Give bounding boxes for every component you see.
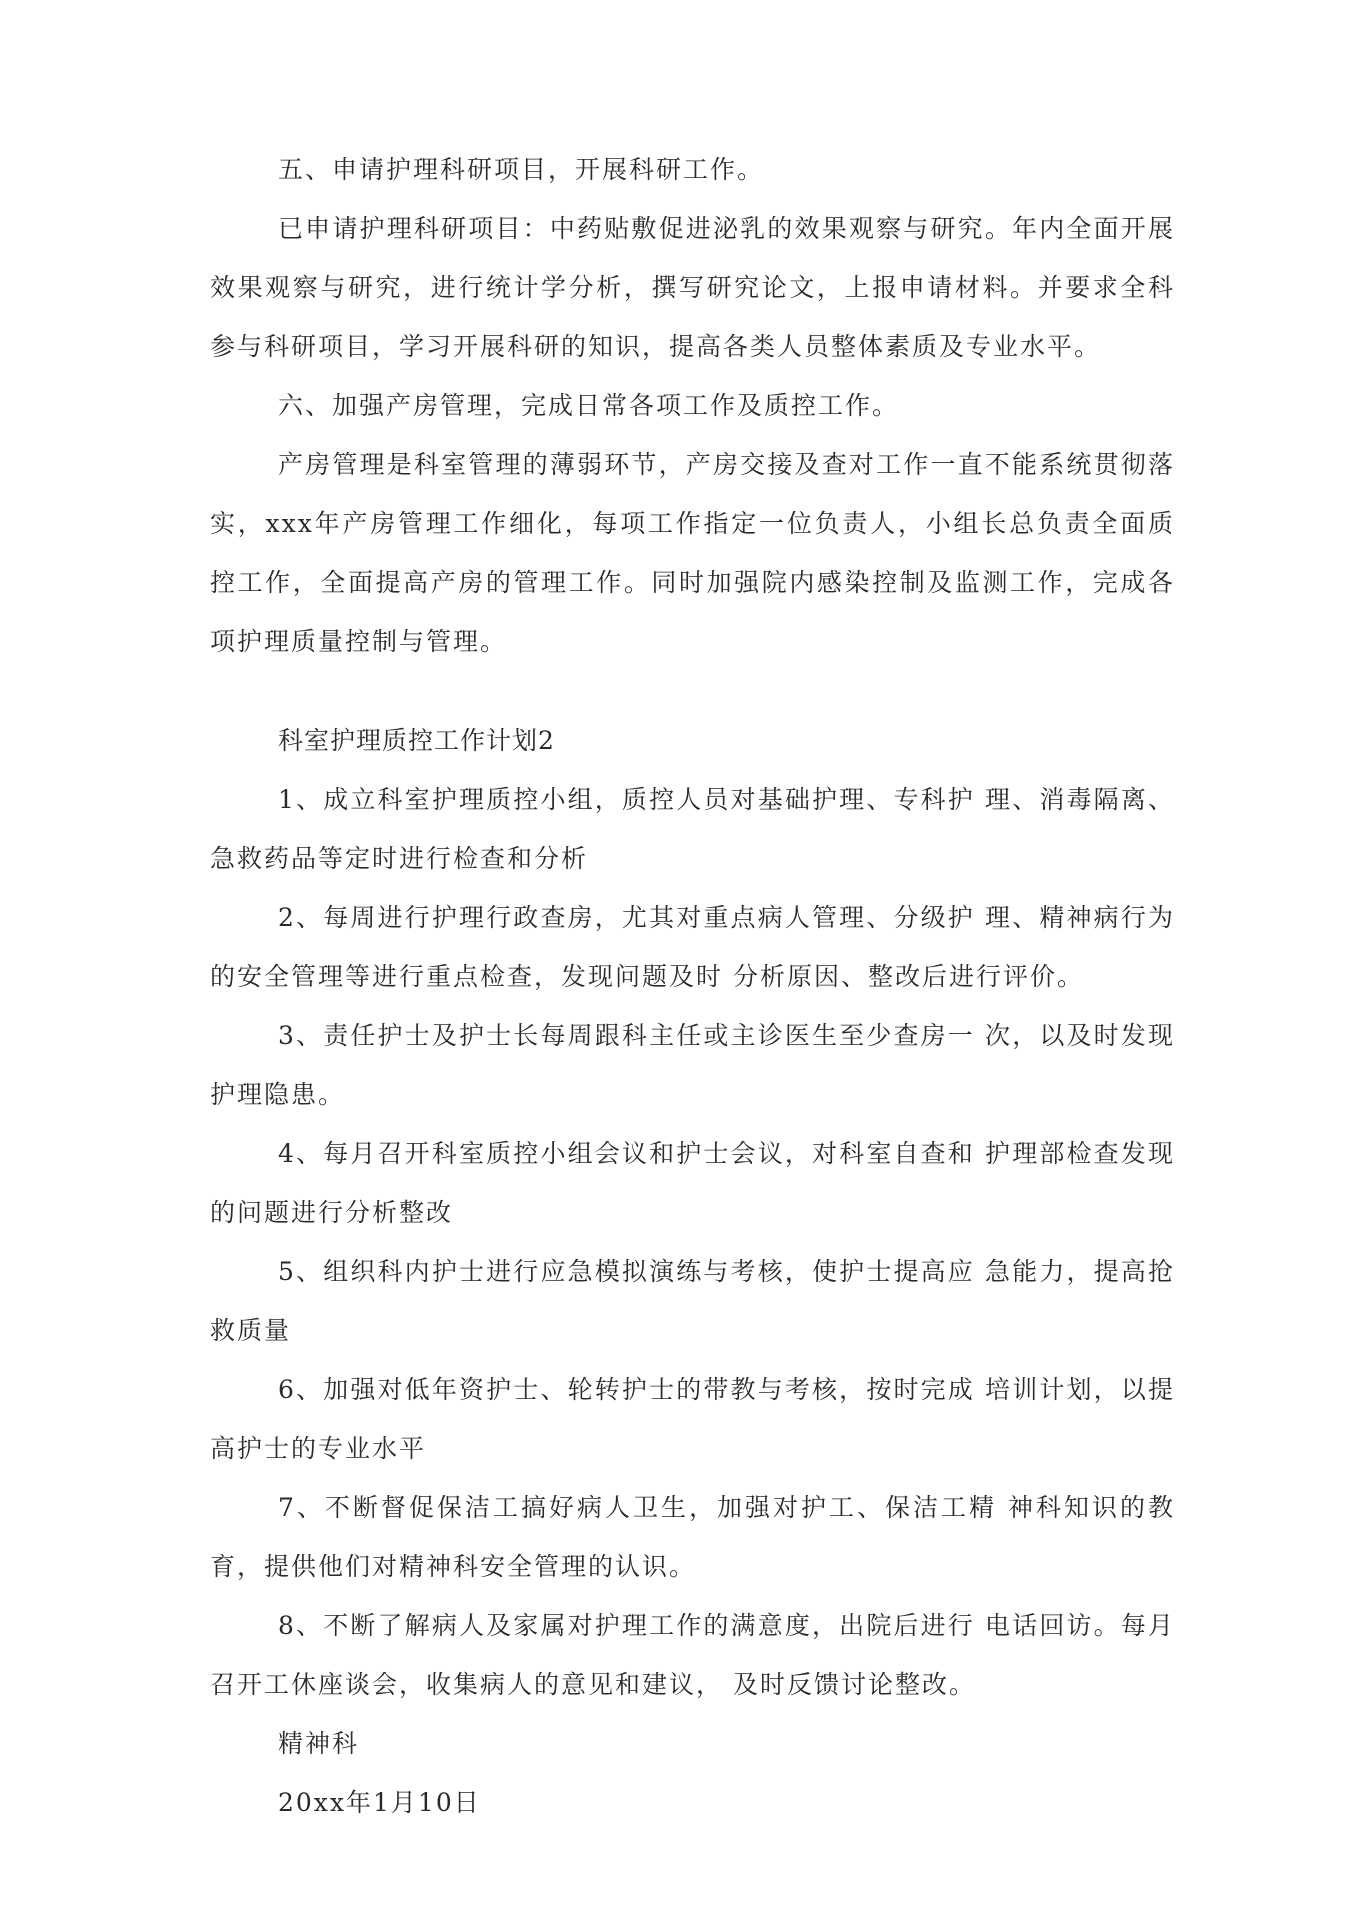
plan-item-5: 5、组织科内护士进行应急模拟演练与考核，使护士提高应 急能力，提高抢救质量 xyxy=(210,1257,1175,1345)
section5-heading: 五、申请护理科研项目，开展科研工作。 xyxy=(278,155,765,184)
section-gap xyxy=(210,671,1175,711)
plan-item-3: 3、责任护士及护士长每周跟科主任或主诊医生至少查房一 次，以及时发现护理隐患。 xyxy=(210,1021,1175,1109)
section5-body: 已申请护理科研项目：中药贴敷促进泌乳的效果观察与研究。年内全面开展效果观察与研究，进行统计学分析，撰写研究论文，上报申请材料。并要求全科参与科研项目，学习开展科研的知识，提高各类人员整体素质及专业水平。 xyxy=(210,214,1175,361)
plan-item-6: 6、加强对低年资护士、轮转护士的带教与考核，按时完成 培训计划，以提高护士的专业水平 xyxy=(210,1375,1175,1463)
plan-item-1: 1、成立科室护理质控小组，质控人员对基础护理、专科护 理、消毒隔离、急救药品等定时进行检查和分析 xyxy=(210,785,1175,873)
signature-date: 20xx年1月10日 xyxy=(278,1788,481,1817)
section6-body: 产房管理是科室管理的薄弱环节，产房交接及查对工作一直不能系统贯彻落实，xxx年产房管理工作细化，每项工作指定一位负责人，小组长总负责全面质控工作，全面提高产房的管理工作。同时加强院内感染控制及监测工作，完成各项护理质量控制与管理。 xyxy=(210,450,1175,656)
section6-heading: 六、加强产房管理，完成日常各项工作及质控工作。 xyxy=(278,391,900,420)
plan-item-7: 7、不断督促保洁工搞好病人卫生，加强对护工、保洁工精 神科知识的教育，提供他们对精神科安全管理的认识。 xyxy=(210,1493,1175,1581)
plan-item-2: 2、每周进行护理行政查房，尤其对重点病人管理、分级护 理、精神病行为的安全管理等进行重点检查，发现问题及时 分析原因、整改后进行评价。 xyxy=(210,903,1175,991)
plan2-title: 科室护理质控工作计划2 xyxy=(278,726,555,755)
plan-item-4: 4、每月召开科室质控小组会议和护士会议，对科室自查和 护理部检查发现的问题进行分析整改 xyxy=(210,1139,1175,1227)
signature-department: 精神科 xyxy=(278,1729,360,1758)
plan-item-8: 8、不断了解病人及家属对护理工作的满意度，出院后进行 电话回访。每月召开工休座谈会，收集病人的意见和建议， 及时反馈讨论整改。 xyxy=(210,1611,1175,1699)
document-page xyxy=(210,140,1175,1832)
